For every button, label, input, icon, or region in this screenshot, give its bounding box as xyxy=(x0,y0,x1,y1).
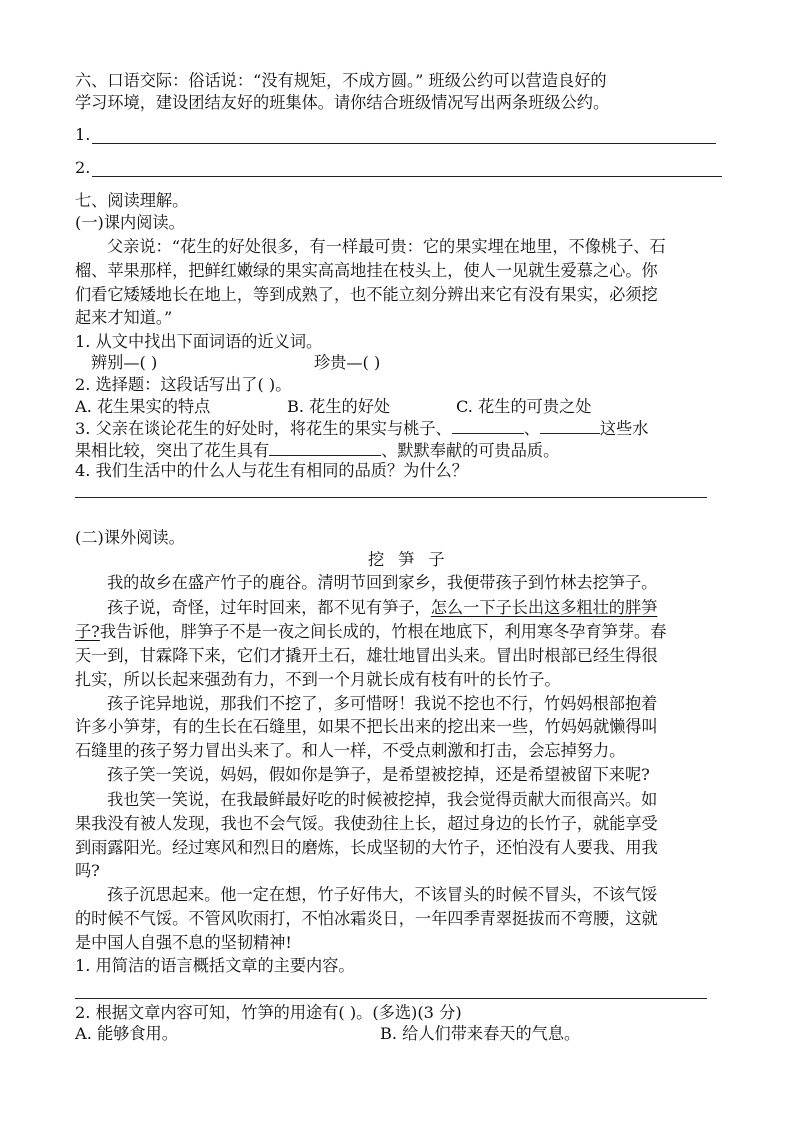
passage1-line2: 榴、苹果那样，把鲜红嫩绿的果实高高地挂在枝头上，使人一见就生爱慕之心。你 xyxy=(75,261,658,280)
section7-heading: 七、阅读理解。 xyxy=(75,191,189,210)
article-p1: 我的故乡在盛产竹子的鹿谷。清明节回到家乡，我便带孩子到竹林去挖笋子。 xyxy=(107,573,658,592)
question1-3-text-b: 这些水 xyxy=(599,419,649,438)
article-p3-line1: 孩子诧异地说，那我们不挖了，多可惜呀！我说不挖也不行，竹妈妈根部抱着 xyxy=(107,694,658,713)
question1-3-line1 xyxy=(75,416,648,440)
fill-blank-fruit-2[interactable] xyxy=(540,416,600,434)
question1-1-synonym-a[interactable]: 辨别—( ) xyxy=(91,353,158,372)
article-title: 挖笋子 xyxy=(368,550,459,569)
question1-3-line2 xyxy=(75,438,559,462)
article-p2-line3: 天一到，甘霖降下来，它们才撬开土石，雄壮地冒出头来。冒出时根部已经生得很 xyxy=(75,646,658,665)
option-b[interactable]: B. 花生的好处 xyxy=(287,397,391,416)
section6-line1: 六、口语交际：俗话说：“没有规矩，不成方圆。” 班级公约可以营造良好的 xyxy=(75,71,607,90)
question1-3-text-c: 果相比较，突出了花生具有 xyxy=(75,441,270,460)
reading1-heading: (一)课内阅读。 xyxy=(75,213,185,232)
article-p5-line1: 我也笑一笑说，在我最鲜最好吃的时候被挖掉，我会觉得贡献大而很高兴。如 xyxy=(107,790,658,809)
answer-line-q4[interactable] xyxy=(75,497,707,498)
article-p6-line1: 孩子沉思起来。他一定在想，竹子好伟大，不该冒头的时候不冒头，不该气馁 xyxy=(107,885,658,904)
option-a[interactable]: A. 花生果实的特点 xyxy=(75,397,211,416)
article-p3-line3: 石缝里的孩子努力冒出头来了。和人一样，不受点刺激和打击，会忘掉努力。 xyxy=(75,741,626,760)
question1-2: 2. 选择题：这段话写出了( )。 xyxy=(75,375,292,394)
question1-3-text-a: 3. 父亲在谈论花生的好处时，将花生的果实与桃子、 xyxy=(75,419,452,438)
fill-blank-fruit-1[interactable] xyxy=(452,416,524,434)
question1-1-synonym-b[interactable]: 珍贵—( ) xyxy=(314,353,381,372)
option-2b[interactable]: B. 给人们带来春天的气息。 xyxy=(380,1024,581,1043)
passage1-line4: 起来才知道。” xyxy=(75,308,173,327)
article-p6-line3: 是中国人自强不息的坚韧精神! xyxy=(75,933,292,952)
answer-line-q2-1[interactable] xyxy=(75,998,707,999)
article-p2-line2-text: 我告诉他，胖笋子不是一夜之间长成的，竹根在地底下，利用寒冬孕育笋芽。春 xyxy=(99,622,667,641)
option-2a[interactable]: A. 能够食用。 xyxy=(75,1024,178,1043)
section6-line2: 学习环境，建设团结友好的班集体。请你结合班级情况写出两条班级公约。 xyxy=(75,93,610,112)
answer-line-1[interactable] xyxy=(92,143,716,144)
option-c[interactable]: C. 花生的可贵之处 xyxy=(456,397,592,416)
article-p2-underlined-end: 子? xyxy=(75,622,100,641)
answer-line-2[interactable] xyxy=(92,176,722,177)
article-p5-line4: 吗? xyxy=(75,861,100,880)
article-p2-underlined: 怎么一下子长出这多粗壮的胖笋 xyxy=(430,598,658,617)
article-p5-line2: 果我没有被人发现，我也不会气馁。我使劲往上长，超过身边的长竹子，就能享受 xyxy=(75,814,658,833)
article-p2-line1 xyxy=(107,597,657,619)
passage1-line1: 父亲说：“花生的好处很多，有一样最可贵：它的果实埋在地里，不像桃子、石 xyxy=(107,237,666,256)
article-p2-line4: 扎实，所以长起来强劲有力，不到一个月就长成有枝有叶的长竹子。 xyxy=(75,670,561,689)
answer-line-2-number: 2. xyxy=(75,158,91,177)
question2-2: 2. 根据文章内容可知，竹笋的用途有( )。(多选)(3 分) xyxy=(75,1003,462,1022)
question1-1: 1. 从文中找出下面词语的近义词。 xyxy=(75,332,323,351)
article-p4: 孩子笑一笑说，妈妈，假如你是笋子，是希望被挖掉，还是希望被留下来呢? xyxy=(107,765,650,784)
fill-blank-quality[interactable] xyxy=(269,438,381,456)
question2-1: 1. 用简洁的语言概括文章的主要内容。 xyxy=(75,956,355,975)
question1-3-separator: 、 xyxy=(523,419,540,438)
reading2-heading: (二)课外阅读。 xyxy=(75,528,185,547)
question1-4: 4. 我们生活中的什么人与花生有相同的品质？为什么？ xyxy=(75,461,468,480)
article-p2-text: 孩子说，奇怪，过年时回来，都不见有笋子， xyxy=(107,598,431,617)
article-p5-line3: 到雨露阳光。经过寒风和烈日的磨炼，长成坚韧的大竹子，还怕没有人要我、用我 xyxy=(75,838,658,857)
question1-3-text-d: 、默默奉献的可贵品质。 xyxy=(381,441,560,460)
article-p2-line2 xyxy=(75,621,666,643)
answer-line-1-number: 1. xyxy=(75,125,91,144)
article-p3-line2: 许多小笋芽，有的生长在石缝里，如果不把长出来的挖出来一些，竹妈妈就懒得叫 xyxy=(75,717,658,736)
passage1-line3: 们看它矮矮地长在地上，等到成熟了，也不能立刻分辨出来它有没有果实，必须挖 xyxy=(75,285,658,304)
article-p6-line2: 的时候不气馁。不管风吹雨打，不怕冰霜炎日，一年四季青翠挺拔而不弯腰，这就 xyxy=(75,909,658,928)
